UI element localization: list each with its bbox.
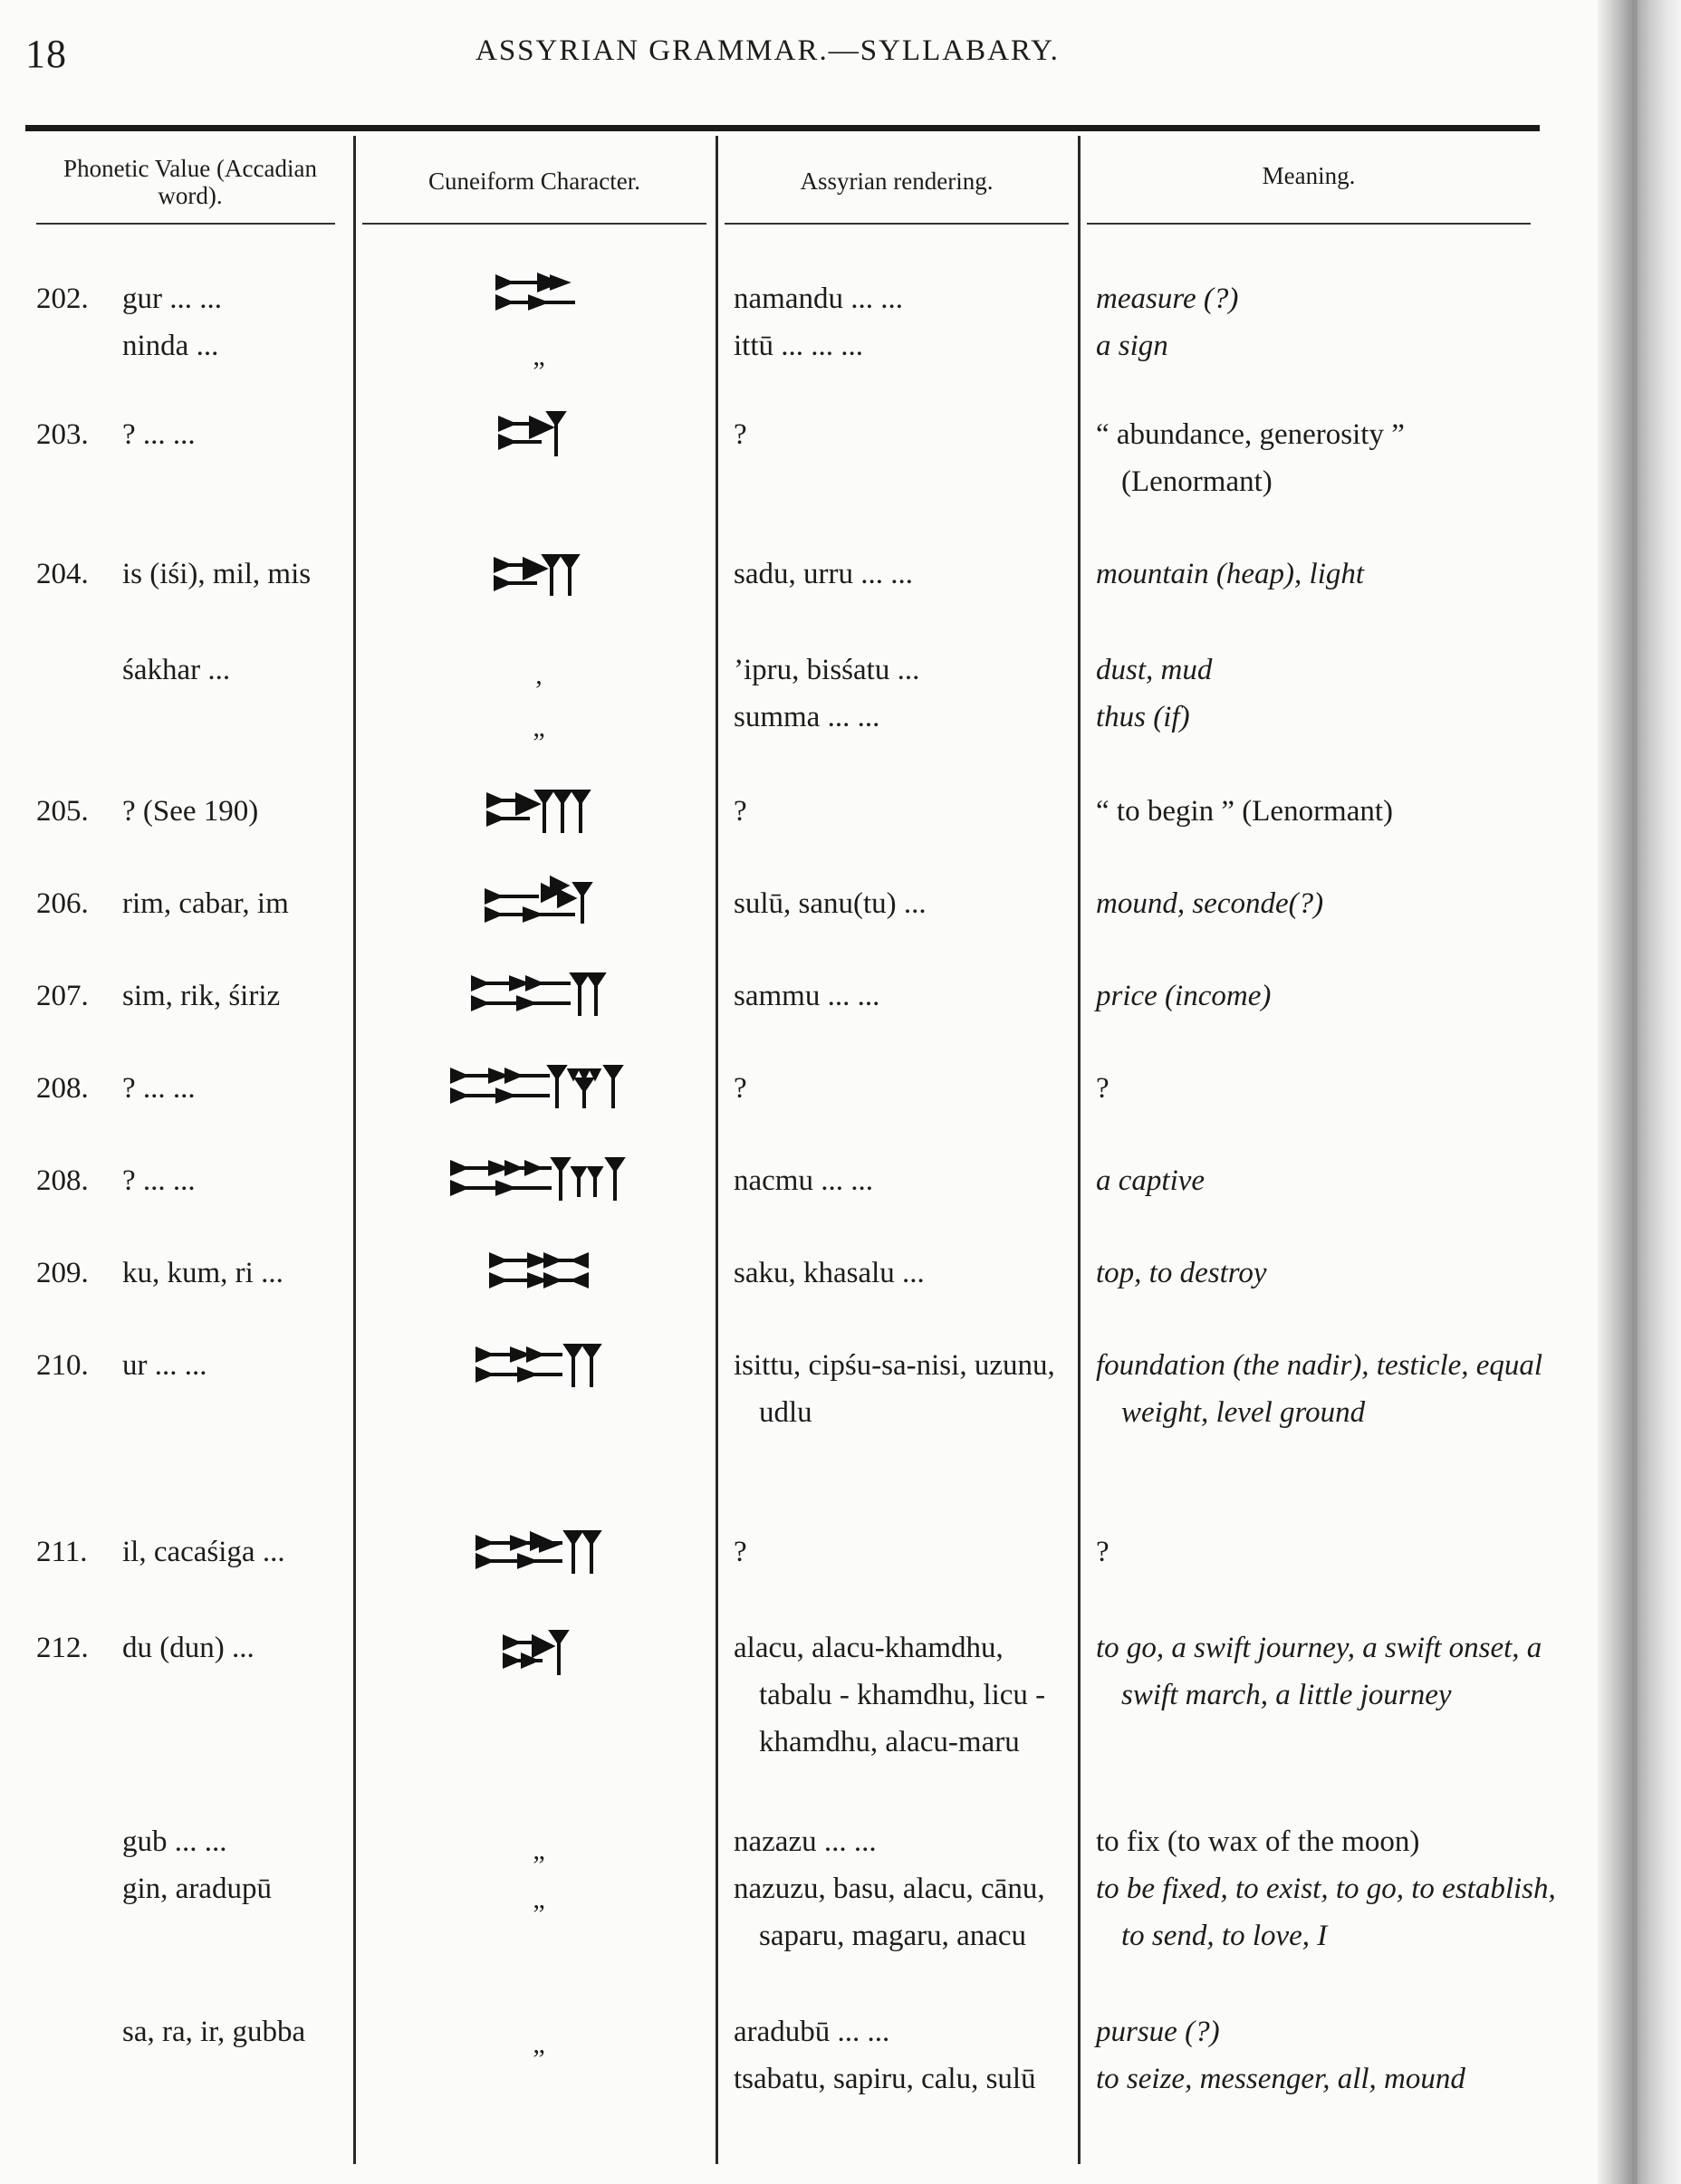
meaning: “ abundance, generosity ” (Lenormant) xyxy=(1096,418,1405,498)
phonetic-value: gin, aradupū xyxy=(122,1873,272,1905)
ditto-mark: „ xyxy=(533,1835,545,1865)
entry-number: 211. xyxy=(36,1536,88,1568)
meaning: a captive xyxy=(1096,1164,1206,1197)
assyrian-rendering: ittū ... ... ... xyxy=(734,330,864,362)
meaning: foundation (the nadir), testicle, equal weight, level ground xyxy=(1096,1349,1543,1429)
column-header-phonetic: Phonetic Value (Accadian word). xyxy=(63,155,317,209)
meaning: a sign xyxy=(1096,330,1168,362)
column-header-cuneiform: Cuneiform Character. xyxy=(428,168,640,195)
phonetic-value: ? ... ... xyxy=(122,418,196,451)
header-underline xyxy=(362,223,706,225)
assyrian-rendering: nacmu ... ... xyxy=(734,1164,873,1197)
ditto-mark: „ xyxy=(533,713,545,742)
assyrian-rendering: sadu, urru ... ... xyxy=(734,558,913,590)
entry-number: 204. xyxy=(36,558,89,590)
meaning: mountain (heap), light xyxy=(1096,558,1365,590)
meaning: to be fixed, to exist, to go, to establish, to send, to love, I xyxy=(1096,1873,1556,1952)
column-header-meaning: Meaning. xyxy=(1262,162,1356,189)
column-header-assyrian: Assyrian rendering. xyxy=(800,168,994,195)
assyrian-rendering: nazazu ... ... xyxy=(734,1825,877,1858)
meaning: thus (if) xyxy=(1096,701,1190,733)
entry-number: 208. xyxy=(36,1164,89,1197)
cuneiform-sign xyxy=(362,1626,716,1693)
assyrian-rendering: ’ipru, bisśatu ... xyxy=(734,654,920,686)
header-underline xyxy=(725,223,1069,225)
column-divider xyxy=(1078,136,1081,2164)
phonetic-value: ? ... ... xyxy=(122,1164,196,1197)
cuneiform-sign xyxy=(362,549,716,614)
phonetic-value: is (iśi), mil, mis xyxy=(122,558,312,590)
phonetic-value: sa, ra, ir, gubba xyxy=(122,2016,306,2048)
cuneiform-sign xyxy=(362,268,716,333)
phonetic-value: du (dun) ... xyxy=(122,1632,255,1664)
page-edge-line xyxy=(1632,0,1638,2184)
assyrian-rendering: nazuzu, basu, alacu, cānu, saparu, magaru, anacu xyxy=(734,1873,1045,1952)
assyrian-rendering: namandu ... ... xyxy=(734,283,903,315)
top-rule xyxy=(25,125,1540,131)
assyrian-rendering: sammu ... ... xyxy=(734,980,880,1012)
assyrian-rendering: aradubū ... ... xyxy=(734,2016,890,2048)
meaning: “ to begin ” (Lenormant) xyxy=(1096,795,1394,828)
assyrian-rendering: tsabatu, sapiru, calu, sulū xyxy=(734,2063,1036,2095)
column-divider xyxy=(716,136,718,2164)
phonetic-value: ninda ... xyxy=(122,330,219,362)
cuneiform-sign xyxy=(362,875,716,942)
header-underline xyxy=(1087,223,1531,225)
meaning: ? xyxy=(1096,1536,1109,1568)
assyrian-rendering: isittu, cipśu-sa-nisi, uzunu, udlu xyxy=(734,1349,1055,1429)
cuneiform-sign xyxy=(362,1244,716,1309)
entry-number: 208. xyxy=(36,1072,89,1105)
meaning: top, to destroy xyxy=(1096,1257,1267,1289)
header-underline xyxy=(36,223,335,225)
cuneiform-sign xyxy=(362,784,716,851)
meaning: to go, a swift journey, a swift onset, a swift march, a little journey xyxy=(1096,1632,1542,1711)
phonetic-value: ur ... ... xyxy=(122,1349,207,1382)
cuneiform-sign xyxy=(362,1338,716,1405)
assyrian-rendering: alacu, alacu-khamdhu, tabalu - khamdhu, licu - khamdhu, alacu-maru xyxy=(734,1632,1046,1758)
phonetic-value: rim, cabar, im xyxy=(122,887,289,920)
phonetic-value: ? (See 190) xyxy=(122,795,259,828)
assyrian-rendering: summa ... ... xyxy=(734,701,880,733)
meaning: measure (?) xyxy=(1096,283,1239,315)
meaning: to seize, messenger, all, mound xyxy=(1096,2063,1465,2095)
running-head: ASSYRIAN GRAMMAR.—SYLLABARY. xyxy=(475,34,1060,67)
phonetic-value: ku, kum, ri ... xyxy=(122,1257,283,1289)
entry-number: 206. xyxy=(36,887,89,920)
entry-number: 209. xyxy=(36,1257,89,1289)
meaning: price (income) xyxy=(1096,980,1272,1012)
assyrian-rendering: ? xyxy=(734,795,747,828)
assyrian-rendering: sulū, sanu(tu) ... xyxy=(734,887,927,920)
phonetic-value: ? ... ... xyxy=(122,1072,196,1105)
assyrian-rendering: ? xyxy=(734,1072,747,1105)
page-edge xyxy=(1598,0,1681,2184)
ditto-mark: „ xyxy=(533,341,545,371)
meaning: mound, seconde(?) xyxy=(1096,887,1324,920)
assyrian-rendering: ? xyxy=(734,1536,747,1568)
cuneiform-sign xyxy=(362,406,716,474)
meaning: ? xyxy=(1096,1072,1109,1105)
cuneiform-sign xyxy=(362,1058,716,1126)
phonetic-value: gur ... ... xyxy=(122,283,222,315)
meaning: to fix (to wax of the moon) xyxy=(1096,1825,1420,1858)
ditto-mark: „ xyxy=(533,2029,545,2059)
cuneiform-sign xyxy=(362,1525,716,1592)
meaning: dust, mud xyxy=(1096,654,1213,686)
entry-number: 210. xyxy=(36,1349,89,1382)
column-divider xyxy=(353,136,356,2164)
cuneiform-sign xyxy=(362,967,716,1034)
entry-number: 203. xyxy=(36,418,89,451)
entry-number: 205. xyxy=(36,795,89,828)
page-number: 18 xyxy=(25,32,67,76)
ditto-mark: „ xyxy=(533,1884,545,1914)
phonetic-value: gub ... ... xyxy=(122,1825,227,1858)
assyrian-rendering: saku, khasalu ... xyxy=(734,1257,925,1289)
meaning: pursue (?) xyxy=(1096,2016,1220,2048)
entry-number: 212. xyxy=(36,1632,89,1664)
ditto-mark: , xyxy=(535,660,543,690)
phonetic-value: il, cacaśiga ... xyxy=(122,1536,285,1568)
entry-number: 202. xyxy=(36,283,89,315)
phonetic-value: śakhar ... xyxy=(122,654,231,686)
cuneiform-sign xyxy=(362,1150,716,1219)
entry-number: 207. xyxy=(36,980,89,1012)
assyrian-rendering: ? xyxy=(734,418,747,451)
phonetic-value: sim, rik, śiriz xyxy=(122,980,281,1012)
